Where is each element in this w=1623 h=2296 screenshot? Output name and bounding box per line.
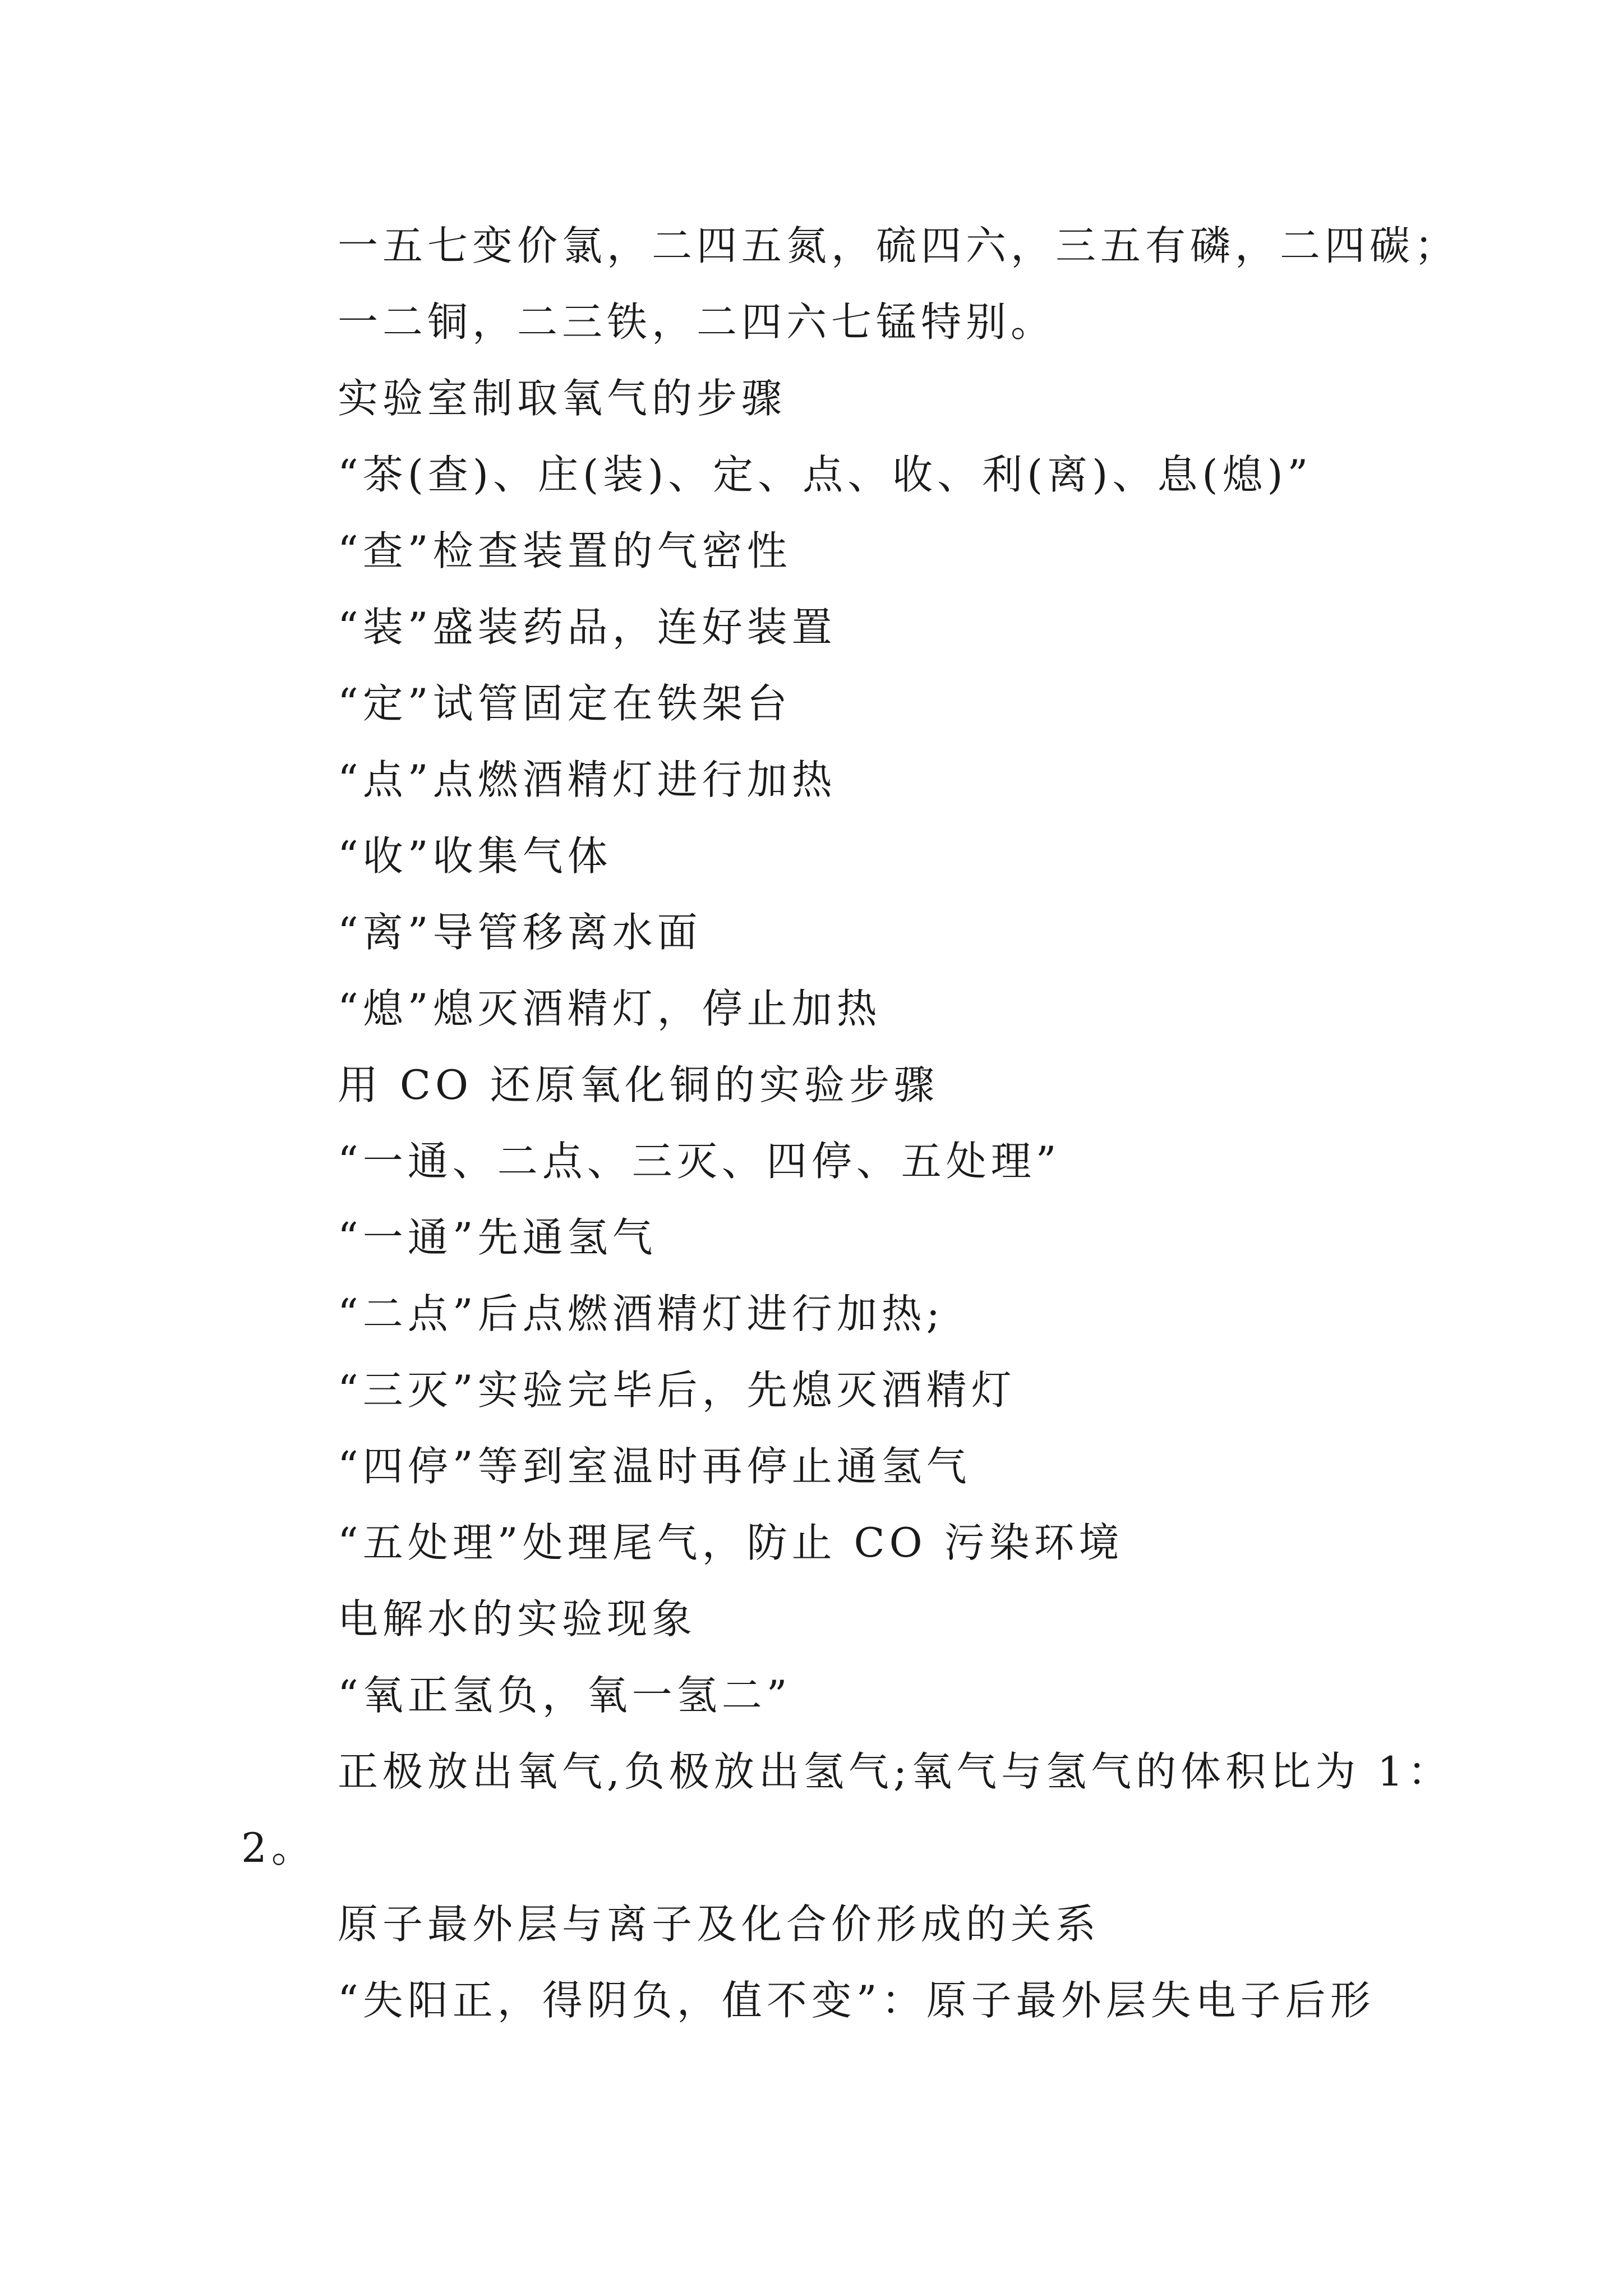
step-line: “二点”后点燃酒精灯进行加热; [338, 1290, 944, 1337]
step-line: “查”检查装置的气密性 [338, 527, 792, 574]
mnemonic-line: “茶(查)、庄(装)、定、点、收、利(离)、息(熄)” [338, 451, 1313, 498]
step-line: “熄”熄灭酒精灯，停止加热 [338, 985, 882, 1032]
text-line: 一五七变价氯，二四五氮，硫四六，三五有磷，二四碳； [338, 222, 1460, 269]
document-body [241, 208, 1460, 2039]
section-heading: 电解水的实验现象 [338, 1595, 697, 1642]
text-line-continuation: 2。 [241, 1824, 316, 1871]
mnemonic-line: “一通、二点、三灭、四停、五处理” [338, 1138, 1061, 1185]
section-heading: 原子最外层与离子及化合价形成的关系 [338, 1901, 1101, 1948]
step-line: “收”收集气体 [338, 832, 612, 880]
step-line: “离”导管移离水面 [338, 909, 702, 956]
text-line: 正极放出氧气,负极放出氢气;氧气与氢气的体积比为 1： [338, 1748, 1453, 1795]
section-heading: 用 CO 还原氧化铜的实验步骤 [338, 1061, 939, 1108]
section-heading: 实验室制取氧气的步骤 [338, 375, 787, 422]
text-line: “失阳正，得阴负，值不变”：原子最外层失电子后形 [338, 1977, 1375, 2024]
mnemonic-line: “氧正氢负，氧一氢二” [338, 1672, 792, 1719]
step-line: “五处理”处理尾气，防止 CO 污染环境 [338, 1519, 1124, 1566]
step-line: “一通”先通氢气 [338, 1214, 657, 1261]
step-line: “三灭”实验完毕后，先熄灭酒精灯 [338, 1366, 1016, 1414]
step-line: “定”试管固定在铁架台 [338, 680, 792, 727]
step-line: “点”点燃酒精灯进行加热 [338, 756, 837, 803]
text-line: 一二铜，二三铁，二四六七锰特别。 [338, 298, 1056, 346]
step-line: “装”盛装药品，连好装置 [338, 604, 837, 651]
step-line: “四停”等到室温时再停止通氢气 [338, 1443, 971, 1490]
